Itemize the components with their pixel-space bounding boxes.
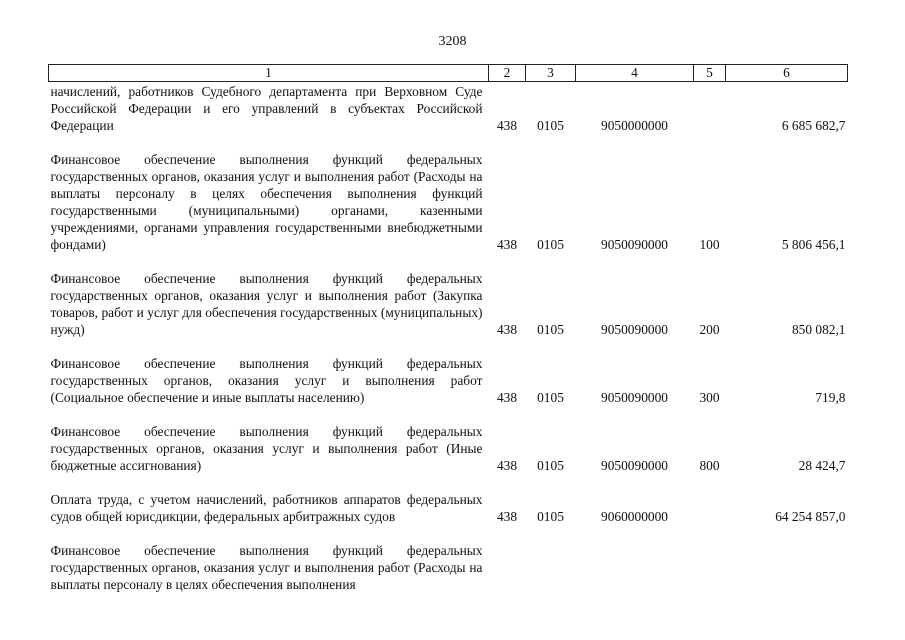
row-target: 9050090000 bbox=[601, 458, 668, 473]
header-col-6: 6 bbox=[726, 65, 848, 82]
row-target bbox=[576, 542, 694, 593]
table-row bbox=[49, 82, 848, 135]
table-header bbox=[49, 65, 848, 82]
row-name: Финансовое обеспечение выполнения функций федеральных государственных органов, оказания услуг и выполнения работ (Расходы на выплаты персоналу в целях обеспечения выполнения bbox=[50, 543, 483, 592]
row-expense-type: 300 bbox=[699, 390, 720, 405]
row-expense-type: 100 bbox=[699, 237, 720, 252]
row-ministry: 438 bbox=[496, 118, 518, 133]
row-expense-type: 200 bbox=[699, 322, 720, 337]
row-ministry: 438 bbox=[496, 509, 518, 524]
row-name: Финансовое обеспечение выполнения функций федеральных государственных органов, оказания услуг и выполнения работ (Иные бюджетные ассигнования) bbox=[50, 424, 483, 473]
row-ministry: 438 bbox=[496, 322, 518, 337]
row-target: 9050090000 bbox=[601, 322, 668, 337]
row-amount bbox=[726, 542, 848, 593]
row-section bbox=[526, 542, 576, 593]
row-section: 0105 bbox=[537, 237, 564, 252]
row-expense-type bbox=[694, 542, 726, 593]
row-expense-type bbox=[694, 82, 726, 135]
row-ministry: 438 bbox=[496, 237, 518, 252]
row-target: 9060000000 bbox=[601, 509, 668, 524]
row-expense-type bbox=[694, 491, 726, 525]
page-number: 3208 bbox=[438, 34, 467, 49]
row-ministry bbox=[489, 542, 526, 593]
header-col-5: 5 bbox=[694, 65, 726, 82]
row-amount: 850 082,1 bbox=[791, 322, 846, 337]
table-row bbox=[49, 491, 848, 525]
row-amount: 5 806 456,1 bbox=[781, 237, 846, 252]
row-name: начислений, работников Судебного департамента при Верховном Суде Российской Федерации и его управлений в субъектах Российской Федерации bbox=[50, 84, 483, 133]
row-expense-type: 800 bbox=[699, 458, 720, 473]
table-row bbox=[49, 355, 848, 406]
table-row bbox=[49, 542, 848, 593]
row-section: 0105 bbox=[537, 458, 564, 473]
row-name: Финансовое обеспечение выполнения функций федеральных государственных органов, оказания услуг и выполнения работ (Социальное обеспечение и иные выплаты населению) bbox=[50, 356, 483, 405]
header-col-3: 3 bbox=[526, 65, 576, 82]
row-section: 0105 bbox=[537, 509, 564, 524]
row-name: Финансовое обеспечение выполнения функций федеральных государственных органов, оказания услуг и выполнения работ (Закупка товаров, работ и услуг для обеспечения государственных (муниципальных) нужд) bbox=[50, 271, 483, 337]
row-name: Финансовое обеспечение выполнения функций федеральных государственных органов, оказания услуг и выполнения работ (Расходы на выплаты персоналу в целях обеспечения выполнения функций государственными (муниципальными) органами, казенными учреждениями, органами управления государственными внебюджетными фондами) bbox=[50, 152, 483, 252]
row-amount: 64 254 857,0 bbox=[775, 509, 846, 524]
row-target: 9050090000 bbox=[601, 390, 668, 405]
row-section: 0105 bbox=[537, 390, 564, 405]
row-amount: 719,8 bbox=[815, 390, 846, 405]
row-amount: 28 424,7 bbox=[798, 458, 846, 473]
row-ministry: 438 bbox=[496, 390, 518, 405]
table-row bbox=[49, 270, 848, 338]
table-row bbox=[49, 151, 848, 253]
header-col-4: 4 bbox=[576, 65, 694, 82]
row-target: 9050090000 bbox=[601, 237, 668, 252]
row-section: 0105 bbox=[537, 322, 564, 337]
header-col-1: 1 bbox=[49, 65, 489, 82]
row-section: 0105 bbox=[537, 118, 564, 133]
table-row bbox=[49, 423, 848, 474]
budget-table bbox=[48, 64, 848, 593]
header-col-2: 2 bbox=[489, 65, 526, 82]
row-name: Оплата труда, с учетом начислений, работников аппаратов федеральных судов общей юрисдикции, федеральных арбитражных судов bbox=[50, 492, 483, 524]
row-target: 9050000000 bbox=[601, 118, 668, 133]
row-ministry: 438 bbox=[496, 458, 518, 473]
row-amount: 6 685 682,7 bbox=[781, 118, 846, 133]
